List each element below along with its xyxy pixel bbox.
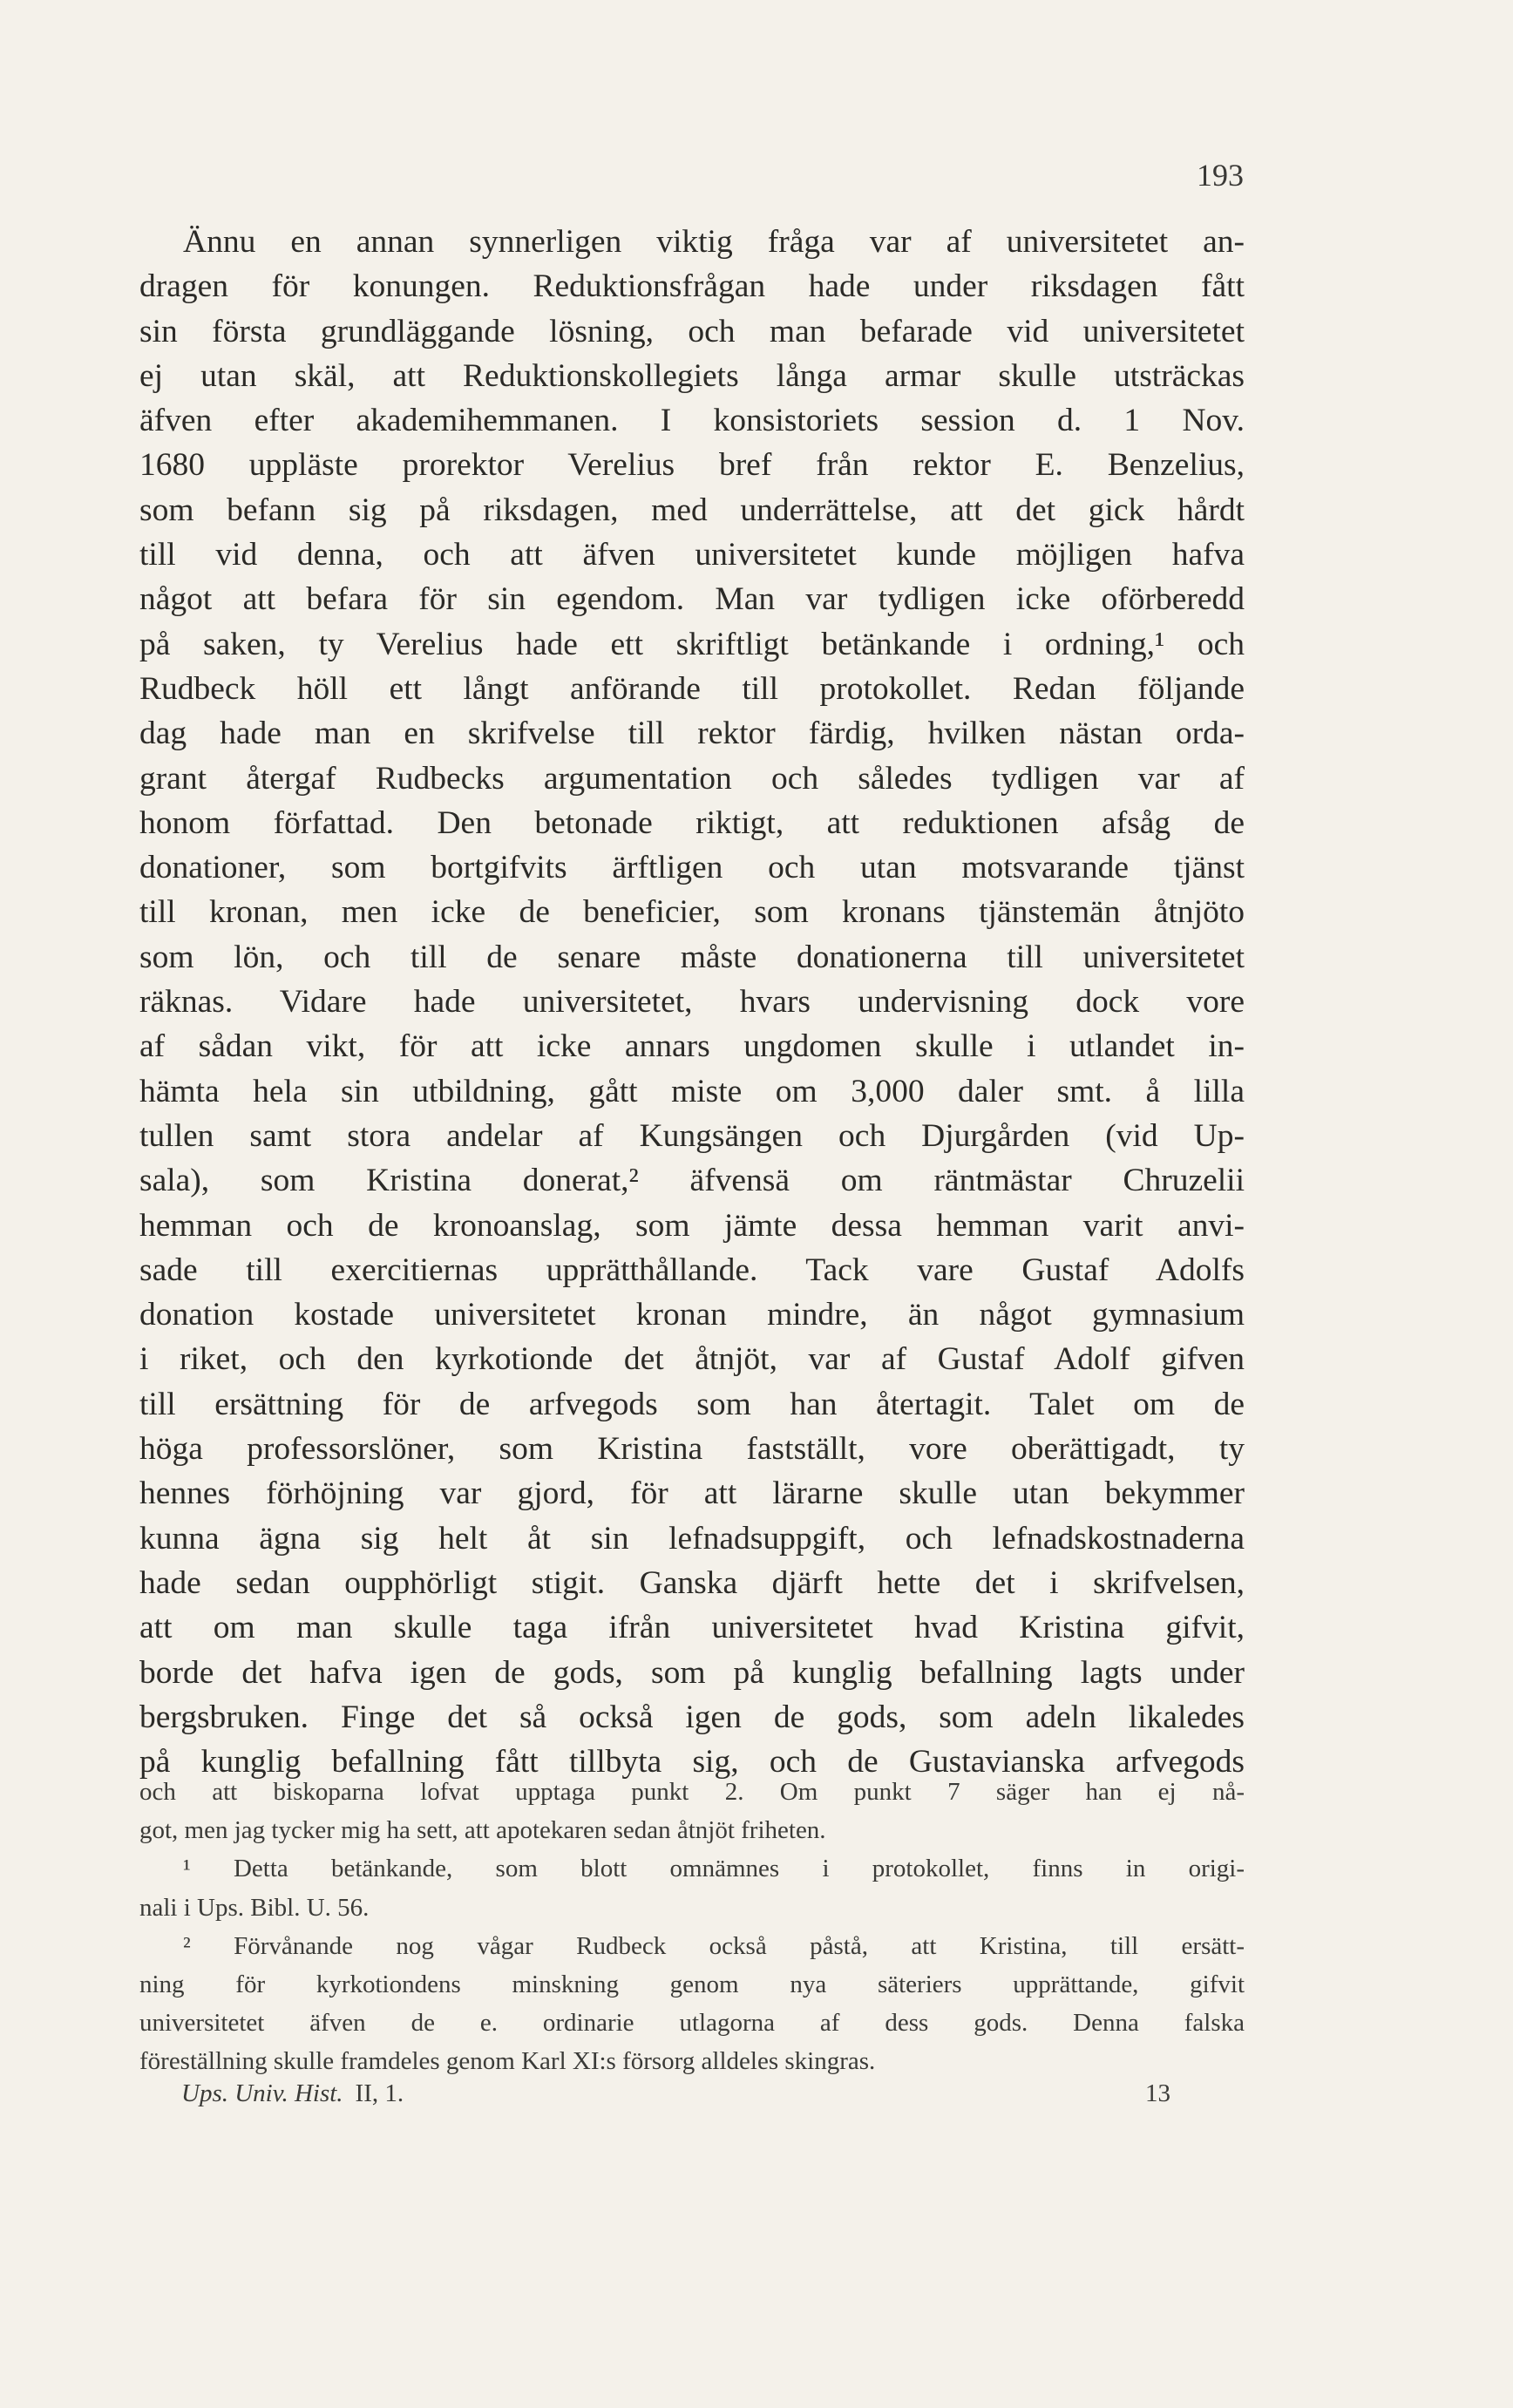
footnote-line: ² Förvånande nog vågar Rudbeck också påstå, att Kristina, till ersätt-: [183, 1931, 1245, 1960]
signature-title: Ups. Univ. Hist.: [181, 2079, 343, 2107]
body-line: dragen för konungen. Reduktionsfrågan hade under riksdagen fått: [139, 268, 1245, 305]
body-line: som befann sig på riksdagen, med underrättelse, att det gick hårdt: [139, 492, 1245, 528]
body-line: borde det hafva igen de gods, som på kunglig befallning lagts under: [139, 1654, 1245, 1691]
body-line: ej utan skäl, att Reduktionskollegiets långa armar skulle utsträckas: [139, 357, 1245, 394]
body-line: dag hade man en skrifvelse till rektor färdig, hvilken nästan orda-: [139, 716, 1245, 752]
body-line: höga professorslöner, som Kristina fastställt, vore oberättigadt, ty: [139, 1431, 1245, 1468]
body-line: hämta hela sin utbildning, gått miste om 3,000 daler smt. å lilla: [139, 1073, 1245, 1109]
body-line: som lön, och till de senare måste donationerna till universitetet: [139, 939, 1245, 975]
page-number: 193: [1197, 158, 1244, 193]
body-line: Rudbeck höll ett långt anförande till protokollet. Redan följande: [139, 670, 1245, 707]
body-line: sala), som Kristina donerat,² äfvensä om räntmästar Chruzelii: [139, 1163, 1245, 1199]
body-text: [139, 220, 1245, 1784]
body-line: sade till exercitiernas upprätthållande. Tack vare Gustaf Adolfs: [139, 1251, 1245, 1288]
footnote-line: föreställning skulle framdeles genom Karl XI:s försorg alldeles skingras.: [139, 2047, 876, 2076]
body-line: på saken, ty Verelius hade ett skriftligt betänkande i ordning,¹ och: [139, 626, 1245, 662]
body-line: räknas. Vidare hade universitetet, hvars undervisning dock vore: [139, 984, 1245, 1021]
sheet-number: 13: [1145, 2079, 1170, 2107]
body-line: Ännu en annan synnerligen viktig fråga var af universitetet an-: [183, 224, 1245, 260]
body-line: donation kostade universitetet kronan mindre, än något gymnasium: [139, 1297, 1245, 1333]
body-line: till ersättning för de arfvegods som han återtagit. Talet om de: [139, 1386, 1245, 1422]
footnote-line: universitetet äfven de e. ordinarie utlagorna af dess gods. Denna falska: [139, 2009, 1245, 2038]
signature-mark: [181, 2079, 404, 2108]
body-line: hade sedan oupphörligt stigit. Ganska djärft hette det i skrifvelsen,: [139, 1564, 1245, 1601]
footnote-line: nali i Ups. Bibl. U. 56.: [139, 1893, 370, 1922]
body-line: sin första grundläggande lösning, och man befarade vid universitetet: [139, 313, 1245, 349]
footnote-line: ¹ Detta betänkande, som blott omnämnes i protokollet, finns in origi-: [183, 1855, 1245, 1883]
footnote-line: got, men jag tycker mig ha sett, att apotekaren sedan åtnjöt friheten.: [139, 1816, 826, 1845]
body-line: donationer, som bortgifvits ärftligen och utan motsvarande tjänst: [139, 850, 1245, 886]
body-line: hennes förhöjning var gjord, för att lärarne skulle utan bekymmer: [139, 1475, 1245, 1512]
body-line: att om man skulle taga ifrån universitetet hvad Kristina gifvit,: [139, 1610, 1245, 1646]
body-line: till kronan, men icke de beneficier, som kronans tjänstemän åtnjöto: [139, 894, 1245, 931]
body-line: hemman och de kronoanslag, som jämte dessa hemman varit anvi-: [139, 1207, 1245, 1244]
body-line: tullen samt stora andelar af Kungsängen och Djurgården (vid Up-: [139, 1117, 1245, 1154]
body-line: honom författad. Den betonade riktigt, att reduktionen afsåg de: [139, 804, 1245, 841]
body-line: i riket, och den kyrkotionde det åtnjöt, var af Gustaf Adolf gifven: [139, 1341, 1245, 1378]
body-line: äfven efter akademihemmanen. I konsistoriets session d. 1 Nov.: [139, 403, 1245, 439]
body-line: grant återgaf Rudbecks argumentation och således tydligen var af: [139, 760, 1245, 797]
body-line: på kunglig befallning fått tillbyta sig, och de Gustavianska arfvegods: [139, 1744, 1245, 1781]
body-line: något att befara för sin egendom. Man var tydligen icke oförberedd: [139, 581, 1245, 618]
footnote-line: och att biskoparna lofvat upptaga punkt 2. Om punkt 7 säger han ej nå-: [139, 1778, 1245, 1806]
body-line: bergsbruken. Finge det så också igen de gods, som adeln likaledes: [139, 1699, 1245, 1735]
footnotes: [139, 1773, 1245, 2081]
body-line: 1680 uppläste prorektor Verelius bref från rektor E. Benzelius,: [139, 447, 1245, 484]
signature-volume: II, 1.: [355, 2079, 404, 2107]
footnote-line: ning för kyrkotiondens minskning genom nya säteriers upprättande, gifvit: [139, 1970, 1245, 1999]
body-line: till vid denna, och att äfven universitetet kunde möjligen hafva: [139, 537, 1245, 573]
body-line: af sådan vikt, för att icke annars ungdomen skulle i utlandet in-: [139, 1028, 1245, 1065]
body-line: kunna ägna sig helt åt sin lefnadsuppgift, och lefnadskostnaderna: [139, 1520, 1245, 1557]
